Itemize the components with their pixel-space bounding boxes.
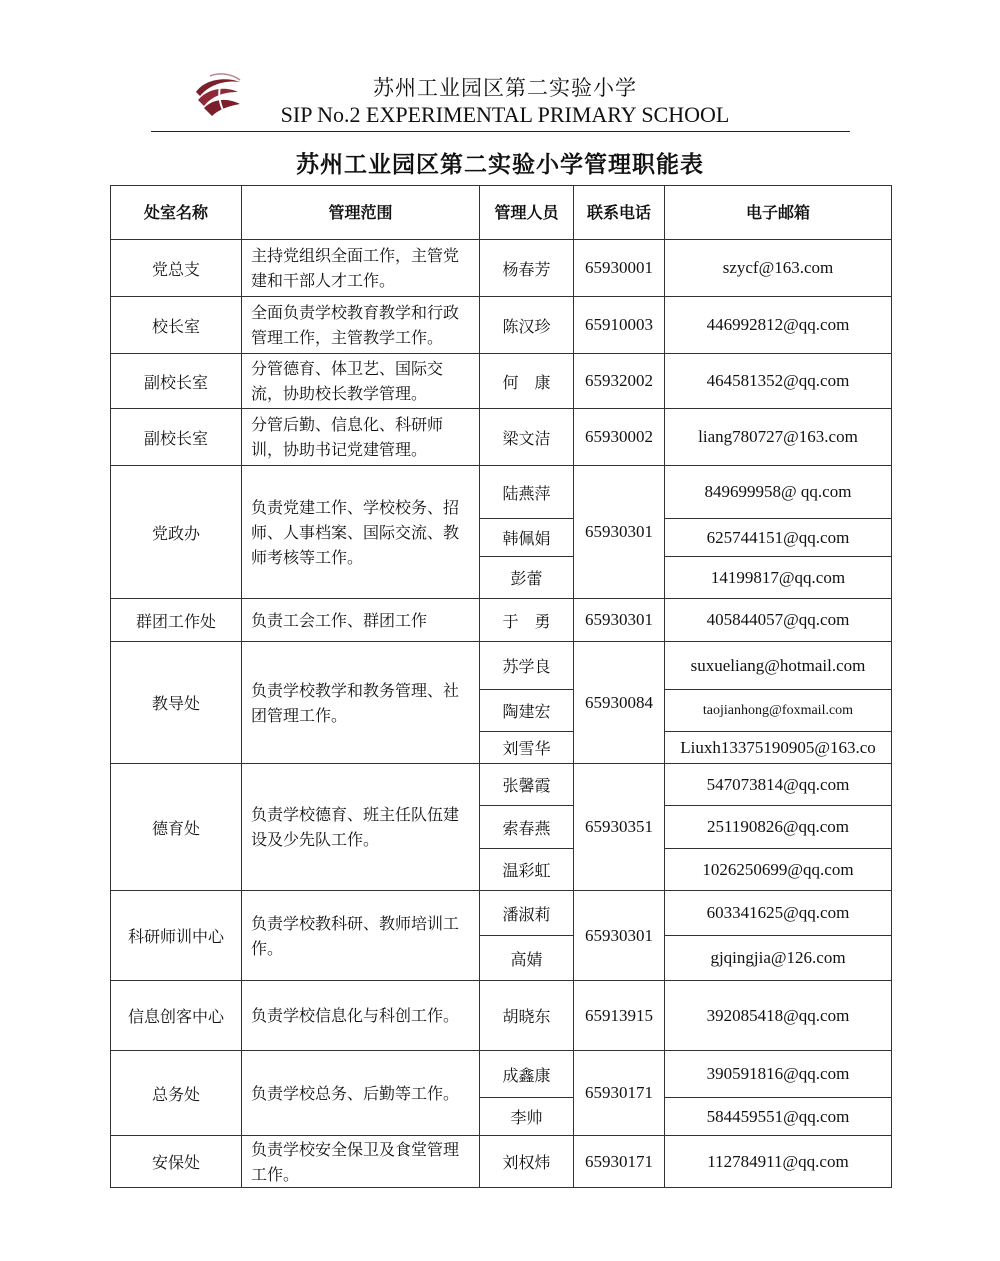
person-cell: 苏学良 [480,642,574,690]
email-cell[interactable]: 390591816@qq.com [665,1051,892,1098]
email-cell[interactable]: taojianhong@foxmail.com [665,690,892,732]
email-cell[interactable]: 603341625@qq.com [665,891,892,936]
person-cell: 张馨霞 [480,764,574,806]
table-row [111,409,892,466]
scope-cell: 负责学校总务、后勤等工作。 [242,1051,480,1136]
table-row [111,981,892,1051]
person-cell: 陈汉珍 [480,297,574,354]
email-cell[interactable]: gjqingjia@126.com [665,936,892,981]
school-name-cn: 苏州工业园区第二实验小学 [373,76,637,100]
email-cell[interactable]: 14199817@qq.com [665,557,892,599]
table-row [111,1136,892,1188]
person-cell: 成鑫康 [480,1051,574,1098]
email-cell[interactable]: 584459551@qq.com [665,1098,892,1136]
email-cell[interactable]: 446992812@qq.com [665,297,892,354]
scope-cell: 负责党建工作、学校校务、招师、人事档案、国际交流、教师考核等工作。 [242,466,480,599]
phone-cell: 65930002 [574,409,665,466]
email-cell[interactable]: 1026250699@qq.com [665,849,892,891]
header-email: 电子邮箱 [665,186,892,240]
management-table [110,185,892,1188]
dept-cell: 校长室 [111,297,242,354]
email-cell[interactable]: 112784911@qq.com [665,1136,892,1188]
header-dept: 处室名称 [111,186,242,240]
email-cell[interactable]: 849699958@ qq.com [665,466,892,519]
email-cell[interactable]: 251190826@qq.com [665,806,892,849]
header-scope: 管理范围 [242,186,480,240]
table-row [111,466,892,519]
email-cell[interactable]: 392085418@qq.com [665,981,892,1051]
email-cell[interactable]: liang780727@163.com [665,409,892,466]
table-header-row [111,186,892,240]
dept-cell: 科研师训中心 [111,891,242,981]
table-row [111,599,892,642]
person-cell: 李帅 [480,1098,574,1136]
table-row [111,297,892,354]
table-row [111,240,892,297]
phone-cell: 65930301 [574,466,665,599]
dept-cell: 党政办 [111,466,242,599]
scope-cell: 负责学校教科研、教师培训工作。 [242,891,480,981]
scope-cell: 负责学校教学和教务管理、社团管理工作。 [242,642,480,764]
email-cell[interactable]: szycf@163.com [665,240,892,297]
person-cell: 胡晓东 [480,981,574,1051]
dept-cell: 教导处 [111,642,242,764]
header-phone: 联系电话 [574,186,665,240]
scope-cell: 分管德育、体卫艺、国际交流，协助校长教学管理。 [242,354,480,409]
scope-cell: 主持党组织全面工作，主管党建和干部人才工作。 [242,240,480,297]
scope-cell: 分管后勤、信息化、科研师训，协助书记党建管理。 [242,409,480,466]
phone-cell: 65930301 [574,599,665,642]
person-cell: 高婧 [480,936,574,981]
person-cell: 陶建宏 [480,690,574,732]
person-cell: 何 康 [480,354,574,409]
phone-cell: 65930301 [574,891,665,981]
person-cell: 潘淑莉 [480,891,574,936]
dept-cell: 党总支 [111,240,242,297]
scope-cell: 全面负责学校教育教学和行政管理工作，主管教学工作。 [242,297,480,354]
email-cell[interactable]: Liuxh13375190905@163.co [665,732,892,764]
table-row [111,764,892,806]
scope-cell: 负责学校安全保卫及食堂管理工作。 [242,1136,480,1188]
phone-cell: 65930171 [574,1051,665,1136]
dept-cell: 总务处 [111,1051,242,1136]
person-cell: 刘雪华 [480,732,574,764]
table-row [111,354,892,409]
dept-cell: 德育处 [111,764,242,891]
scope-cell: 负责学校德育、班主任队伍建设及少先队工作。 [242,764,480,891]
email-cell[interactable]: 464581352@qq.com [665,354,892,409]
person-cell: 杨春芳 [480,240,574,297]
dept-cell: 副校长室 [111,354,242,409]
table-row [111,891,892,936]
email-cell[interactable]: 625744151@qq.com [665,519,892,557]
phone-cell: 65930084 [574,642,665,764]
phone-cell: 65913915 [574,981,665,1051]
dept-cell: 信息创客中心 [111,981,242,1051]
email-cell[interactable]: 405844057@qq.com [665,599,892,642]
table-row [111,642,892,690]
phone-cell: 65930171 [574,1136,665,1188]
page-title: 苏州工业园区第二实验小学管理职能表 [296,151,704,178]
scope-cell: 负责工会工作、群团工作 [242,599,480,642]
person-cell: 韩佩娟 [480,519,574,557]
table-row [111,1051,892,1098]
email-cell[interactable]: suxueliang@hotmail.com [665,642,892,690]
scope-cell: 负责学校信息化与科创工作。 [242,981,480,1051]
person-cell: 彭蕾 [480,557,574,599]
header-people: 管理人员 [480,186,574,240]
person-cell: 温彩虹 [480,849,574,891]
person-cell: 梁文洁 [480,409,574,466]
phone-cell: 65930001 [574,240,665,297]
phone-cell: 65930351 [574,764,665,891]
dept-cell: 群团工作处 [111,599,242,642]
phone-cell: 65932002 [574,354,665,409]
email-cell[interactable]: 547073814@qq.com [665,764,892,806]
dept-cell: 安保处 [111,1136,242,1188]
dept-cell: 副校长室 [111,409,242,466]
person-cell: 于 勇 [480,599,574,642]
person-cell: 索春燕 [480,806,574,849]
header-divider [151,131,850,132]
phone-cell: 65910003 [574,297,665,354]
person-cell: 刘权炜 [480,1136,574,1188]
school-name-en: SIP No.2 EXPERIMENTAL PRIMARY SCHOOL [280,102,730,127]
person-cell: 陆燕萍 [480,466,574,519]
